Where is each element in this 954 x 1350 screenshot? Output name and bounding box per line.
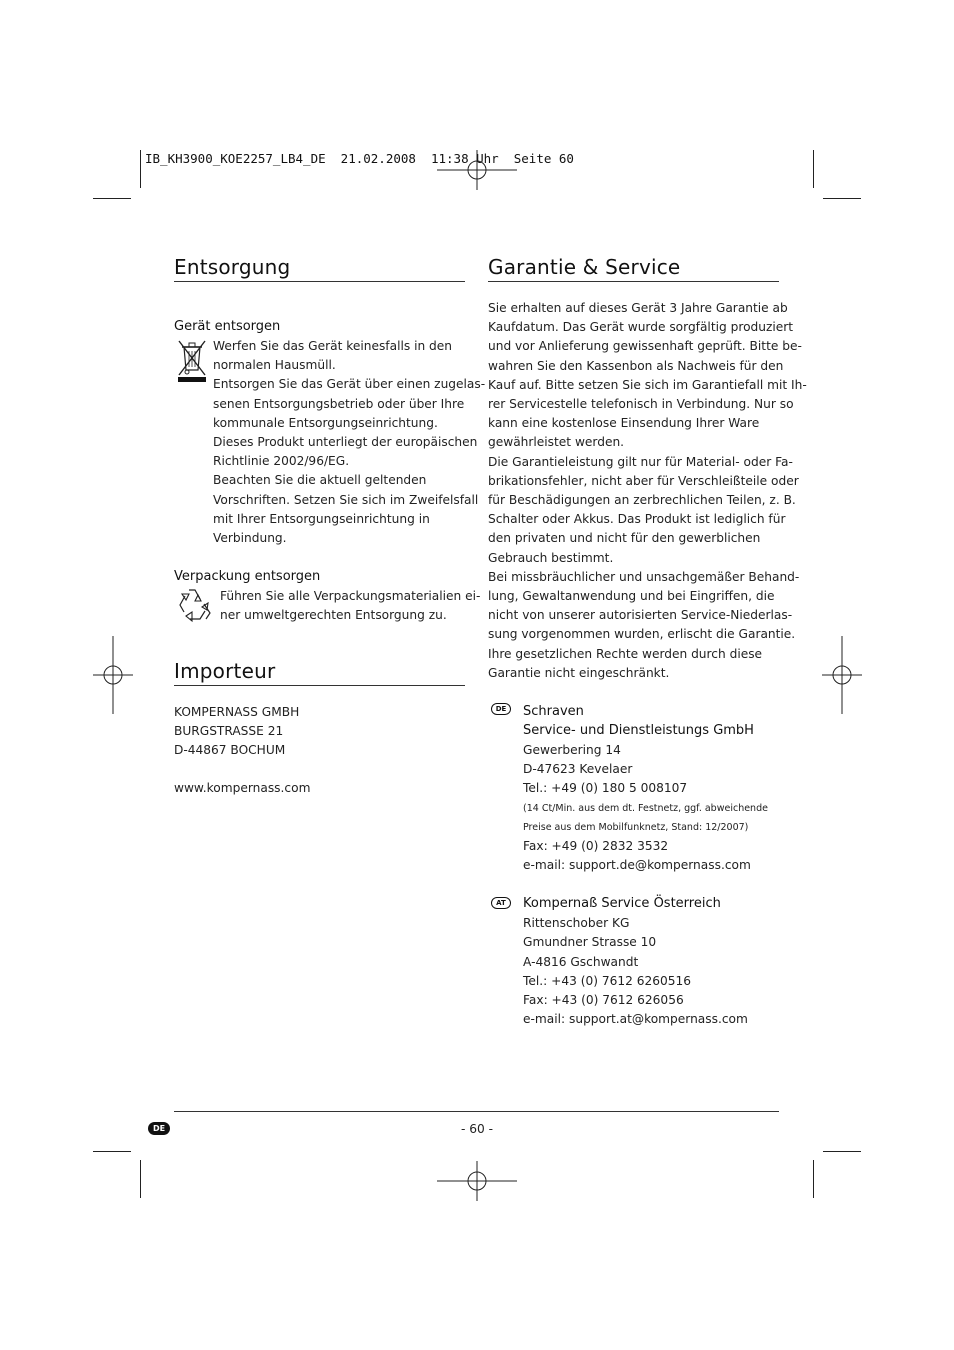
address-line: KOMPERNASS GMBH bbox=[174, 705, 300, 719]
text-line: kann eine kostenlose Einsendung Ihrer Ware bbox=[488, 416, 760, 431]
text-line: Richtlinie 2002/96/EG. bbox=[213, 454, 350, 469]
de-service-city: D-47623 Kevelaer bbox=[523, 762, 633, 776]
address-line: BURGSTRASSE 21 bbox=[174, 724, 284, 739]
crop-mark bbox=[823, 198, 861, 199]
de-service-tel: Tel.: +49 (0) 180 5 008107 bbox=[523, 781, 688, 795]
text-line: Beachten Sie die aktuell geltenden bbox=[213, 473, 427, 488]
registration-mark-left bbox=[93, 636, 133, 714]
at-service-city: A-4816 Gschwandt bbox=[523, 955, 639, 969]
text-line: normalen Hausmüll. bbox=[213, 358, 336, 373]
footer-lang-badge: DE bbox=[148, 1122, 170, 1135]
geraet-entsorgen-title: Gerät entsorgen bbox=[174, 319, 281, 334]
text-line: Werfen Sie das Gerät keinesfalls in den bbox=[213, 339, 453, 353]
de-service-street: Gewerbering 14 bbox=[523, 743, 621, 757]
importeur-rule bbox=[174, 685, 465, 686]
verpackung-entsorgen-text bbox=[220, 587, 480, 625]
text-line: Garantie nicht eingeschränkt. bbox=[488, 665, 670, 680]
text-line: Verbindung. bbox=[213, 531, 287, 546]
crop-mark bbox=[813, 150, 814, 188]
at-service-fax: Fax: +43 (0) 7612 626056 bbox=[523, 993, 684, 1007]
text-line: und vor Anlieferung gewissenhaft geprüft. Bitte be- bbox=[488, 339, 802, 354]
text-line: Sie erhalten auf dieses Gerät 3 Jahre Garantie ab bbox=[488, 301, 788, 315]
page-number: - 60 - bbox=[461, 1122, 494, 1136]
text-line: für Beschädigungen an zerbrechlichen Teilen, z. B. bbox=[488, 493, 796, 508]
de-service-email[interactable]: e-mail: support.de@kompernass.com bbox=[523, 858, 751, 872]
at-service-company: Rittenschober KG bbox=[523, 916, 630, 930]
crop-mark bbox=[140, 150, 141, 188]
recycle-icon bbox=[176, 586, 214, 624]
at-service-name: Kompernaß Service Österreich bbox=[523, 896, 721, 911]
crop-mark bbox=[93, 198, 131, 199]
at-service-email[interactable]: e-mail: support.at@kompernass.com bbox=[523, 1012, 748, 1026]
text-line: Schalter oder Akkus. Das Produkt ist lediglich für bbox=[488, 512, 786, 527]
geraet-entsorgen-text bbox=[213, 337, 485, 548]
registration-mark-top bbox=[437, 150, 517, 190]
text-line: Dieses Produkt unterliegt der europäischen bbox=[213, 435, 478, 450]
crossed-out-bin-icon bbox=[175, 338, 209, 384]
text-line: Die Garantieleistung gilt nur für Material- oder Fa- bbox=[488, 454, 793, 469]
address-line: D-44867 BOCHUM bbox=[174, 743, 286, 758]
text-line: Kaufdatum. Das Gerät wurde sorgfältig produziert bbox=[488, 320, 794, 335]
registration-mark-bottom bbox=[437, 1161, 517, 1201]
text-line: ner umweltgerechten Entsorgung zu. bbox=[220, 608, 447, 623]
de-service-note-line1: (14 Ct/Min. aus dem dt. Festnetz, ggf. abweichende bbox=[523, 803, 768, 814]
text-line: mit Ihrer Entsorgungseinrichtung in bbox=[213, 511, 430, 526]
de-service-name-line2: Service- und Dienstleistungs GmbH bbox=[523, 723, 754, 738]
text-line: senen Entsorgungsbetrieb oder über Ihre bbox=[213, 396, 465, 411]
text-line: kommunale Entsorgungseinrichtung. bbox=[213, 415, 438, 430]
text-line: Ihre gesetzlichen Rechte werden durch diese bbox=[488, 646, 763, 661]
garantie-service-rule bbox=[488, 281, 779, 282]
importeur-website[interactable]: www.kompernass.com bbox=[174, 781, 311, 795]
de-service-fax: Fax: +49 (0) 2832 3532 bbox=[523, 839, 669, 853]
text-line: lung, Gewaltanwendung und bei Eingriffen, die bbox=[488, 589, 775, 604]
footer-rule bbox=[174, 1111, 779, 1112]
importeur-title: Importeur bbox=[174, 659, 276, 683]
text-line: Gebrauch bestimmt. bbox=[488, 550, 614, 565]
garantie-service-title: Garantie & Service bbox=[488, 255, 681, 279]
entsorgung-rule bbox=[174, 281, 465, 282]
importeur-address bbox=[174, 703, 299, 761]
country-badge-de: DE bbox=[491, 703, 511, 715]
text-line: Bei missbräuchlicher und unsachgemäßer Behand- bbox=[488, 569, 800, 584]
text-line: nicht von unserer autorisierten Service-Niederlas- bbox=[488, 608, 793, 623]
de-service-note-line2: Preise aus dem Mobilfunknetz, Stand: 12/2007) bbox=[523, 822, 749, 833]
verpackung-entsorgen-title: Verpackung entsorgen bbox=[174, 569, 321, 584]
print-header: IB_KH3900_KOE2257_LB4_DE 21.02.2008 11:38 Uhr Seite 60 bbox=[145, 151, 574, 166]
garantie-body bbox=[488, 299, 807, 683]
text-line: Vorschriften. Setzen Sie sich im Zweifelsfall bbox=[213, 492, 479, 507]
text-line: rer Servicestelle telefonisch in Verbindung. Nur so bbox=[488, 397, 794, 412]
crop-mark bbox=[823, 1151, 861, 1152]
entsorgung-title: Entsorgung bbox=[174, 255, 291, 279]
crop-mark bbox=[93, 1151, 131, 1152]
at-service-tel: Tel.: +43 (0) 7612 6260516 bbox=[523, 974, 692, 988]
crop-mark bbox=[813, 1160, 814, 1198]
text-line: Kauf auf. Bitte setzen Sie sich im Garantiefall mit Ih- bbox=[488, 377, 807, 392]
text-line: den privaten und nicht für den gewerblichen bbox=[488, 531, 761, 546]
text-line: brikationsfehler, nicht aber für Verschleißteile oder bbox=[488, 473, 799, 488]
at-service-street: Gmundner Strasse 10 bbox=[523, 935, 657, 949]
country-badge-at: AT bbox=[491, 897, 511, 909]
text-line: wahren Sie den Kassenbon als Nachweis für den bbox=[488, 358, 784, 373]
crop-mark bbox=[140, 1160, 141, 1198]
de-service-name-line1: Schraven bbox=[523, 704, 584, 719]
text-line: Führen Sie alle Verpackungsmaterialien ei- bbox=[220, 589, 481, 603]
text-line: gewährleistet werden. bbox=[488, 435, 625, 450]
registration-mark-right bbox=[822, 636, 862, 714]
text-line: Entsorgen Sie das Gerät über einen zugelas- bbox=[213, 377, 486, 392]
text-line: sung vorgenommen wurden, erlischt die Garantie. bbox=[488, 627, 796, 642]
